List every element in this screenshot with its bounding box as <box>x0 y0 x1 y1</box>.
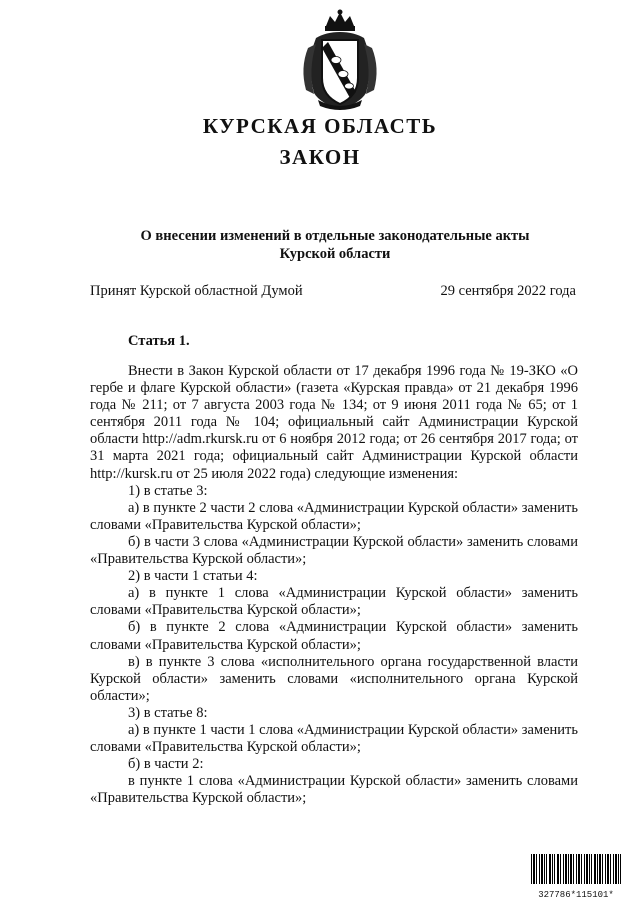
paragraph: б) в части 3 слова «Администрации Курской области» заменить словами «Правительства Курской области»; <box>90 533 578 568</box>
law-subject-line-1: О внесении изменений в отдельные законодательные акты <box>140 228 530 244</box>
paragraph: 2) в части 1 статьи 4: <box>128 568 258 585</box>
document-type-title: ЗАКОН <box>279 145 361 169</box>
adopted-by: Принят Курской областной Думой <box>90 283 303 299</box>
article-body <box>90 363 578 807</box>
paragraph: б) в пункте 2 слова «Администрации Курской области» заменить словами «Правительства Курской области»; <box>90 619 578 653</box>
adoption-date: 29 сентября 2022 года <box>440 283 576 299</box>
barcode-number: 327786*115101* <box>538 890 614 900</box>
article-heading: Статья 1. <box>128 333 190 349</box>
paragraph: 3) в статье 8: <box>128 704 208 721</box>
paragraph: 1) в статье 3: <box>128 482 208 499</box>
paragraph: а) в пункте 2 части 2 слова «Администрации Курской области» заменить словами «Правительства Курской области»; <box>90 499 578 533</box>
kursk-coat-of-arms-icon <box>296 8 384 113</box>
paragraph: в пункте 1 слова «Администрации Курской области» заменить словами «Правительства Курской области»; <box>90 773 578 807</box>
barcode <box>530 854 622 898</box>
region-title: КУРСКАЯ ОБЛАСТЬ <box>202 114 438 138</box>
paragraph: а) в пункте 1 слова «Администрации Курской области» заменить словами «Правительства Курской области»; <box>90 585 578 619</box>
law-subject-line-2: Курской области <box>279 246 391 262</box>
paragraph: Внести в Закон Курской области от 17 декабря 1996 года № 19-ЗКО «О гербе и флаге Курской области» (газета «Курская правда» от 21 декабря 1996 года № 211; от 7 августа 2003 года № 134; от 9 июня 2011 года № 65; от 1 сентября 2011 года № 104; официальный сайт Администрации Курской области http://adm.rkursk.ru от 6 ноября 2012 года; от 26 сентября 2017 года; от 31 марта 2021 года; официальный сайт Администрации Курской области http://kursk.ru от 25 июля 2022 года) следующие изменения: <box>90 363 578 482</box>
paragraph: а) в пункте 1 части 1 слова «Администрации Курской области» заменить словами «Правительства Курской области»; <box>90 721 578 756</box>
adoption-line <box>90 283 576 300</box>
paragraph: б) в части 2: <box>128 756 204 773</box>
barcode-bars <box>530 854 622 884</box>
law-subject <box>90 227 580 263</box>
paragraph: в) в пункте 3 слова «исполнительного органа государственной власти Курской области» заменить словами «исполнительного органа Курской области»; <box>90 653 578 704</box>
